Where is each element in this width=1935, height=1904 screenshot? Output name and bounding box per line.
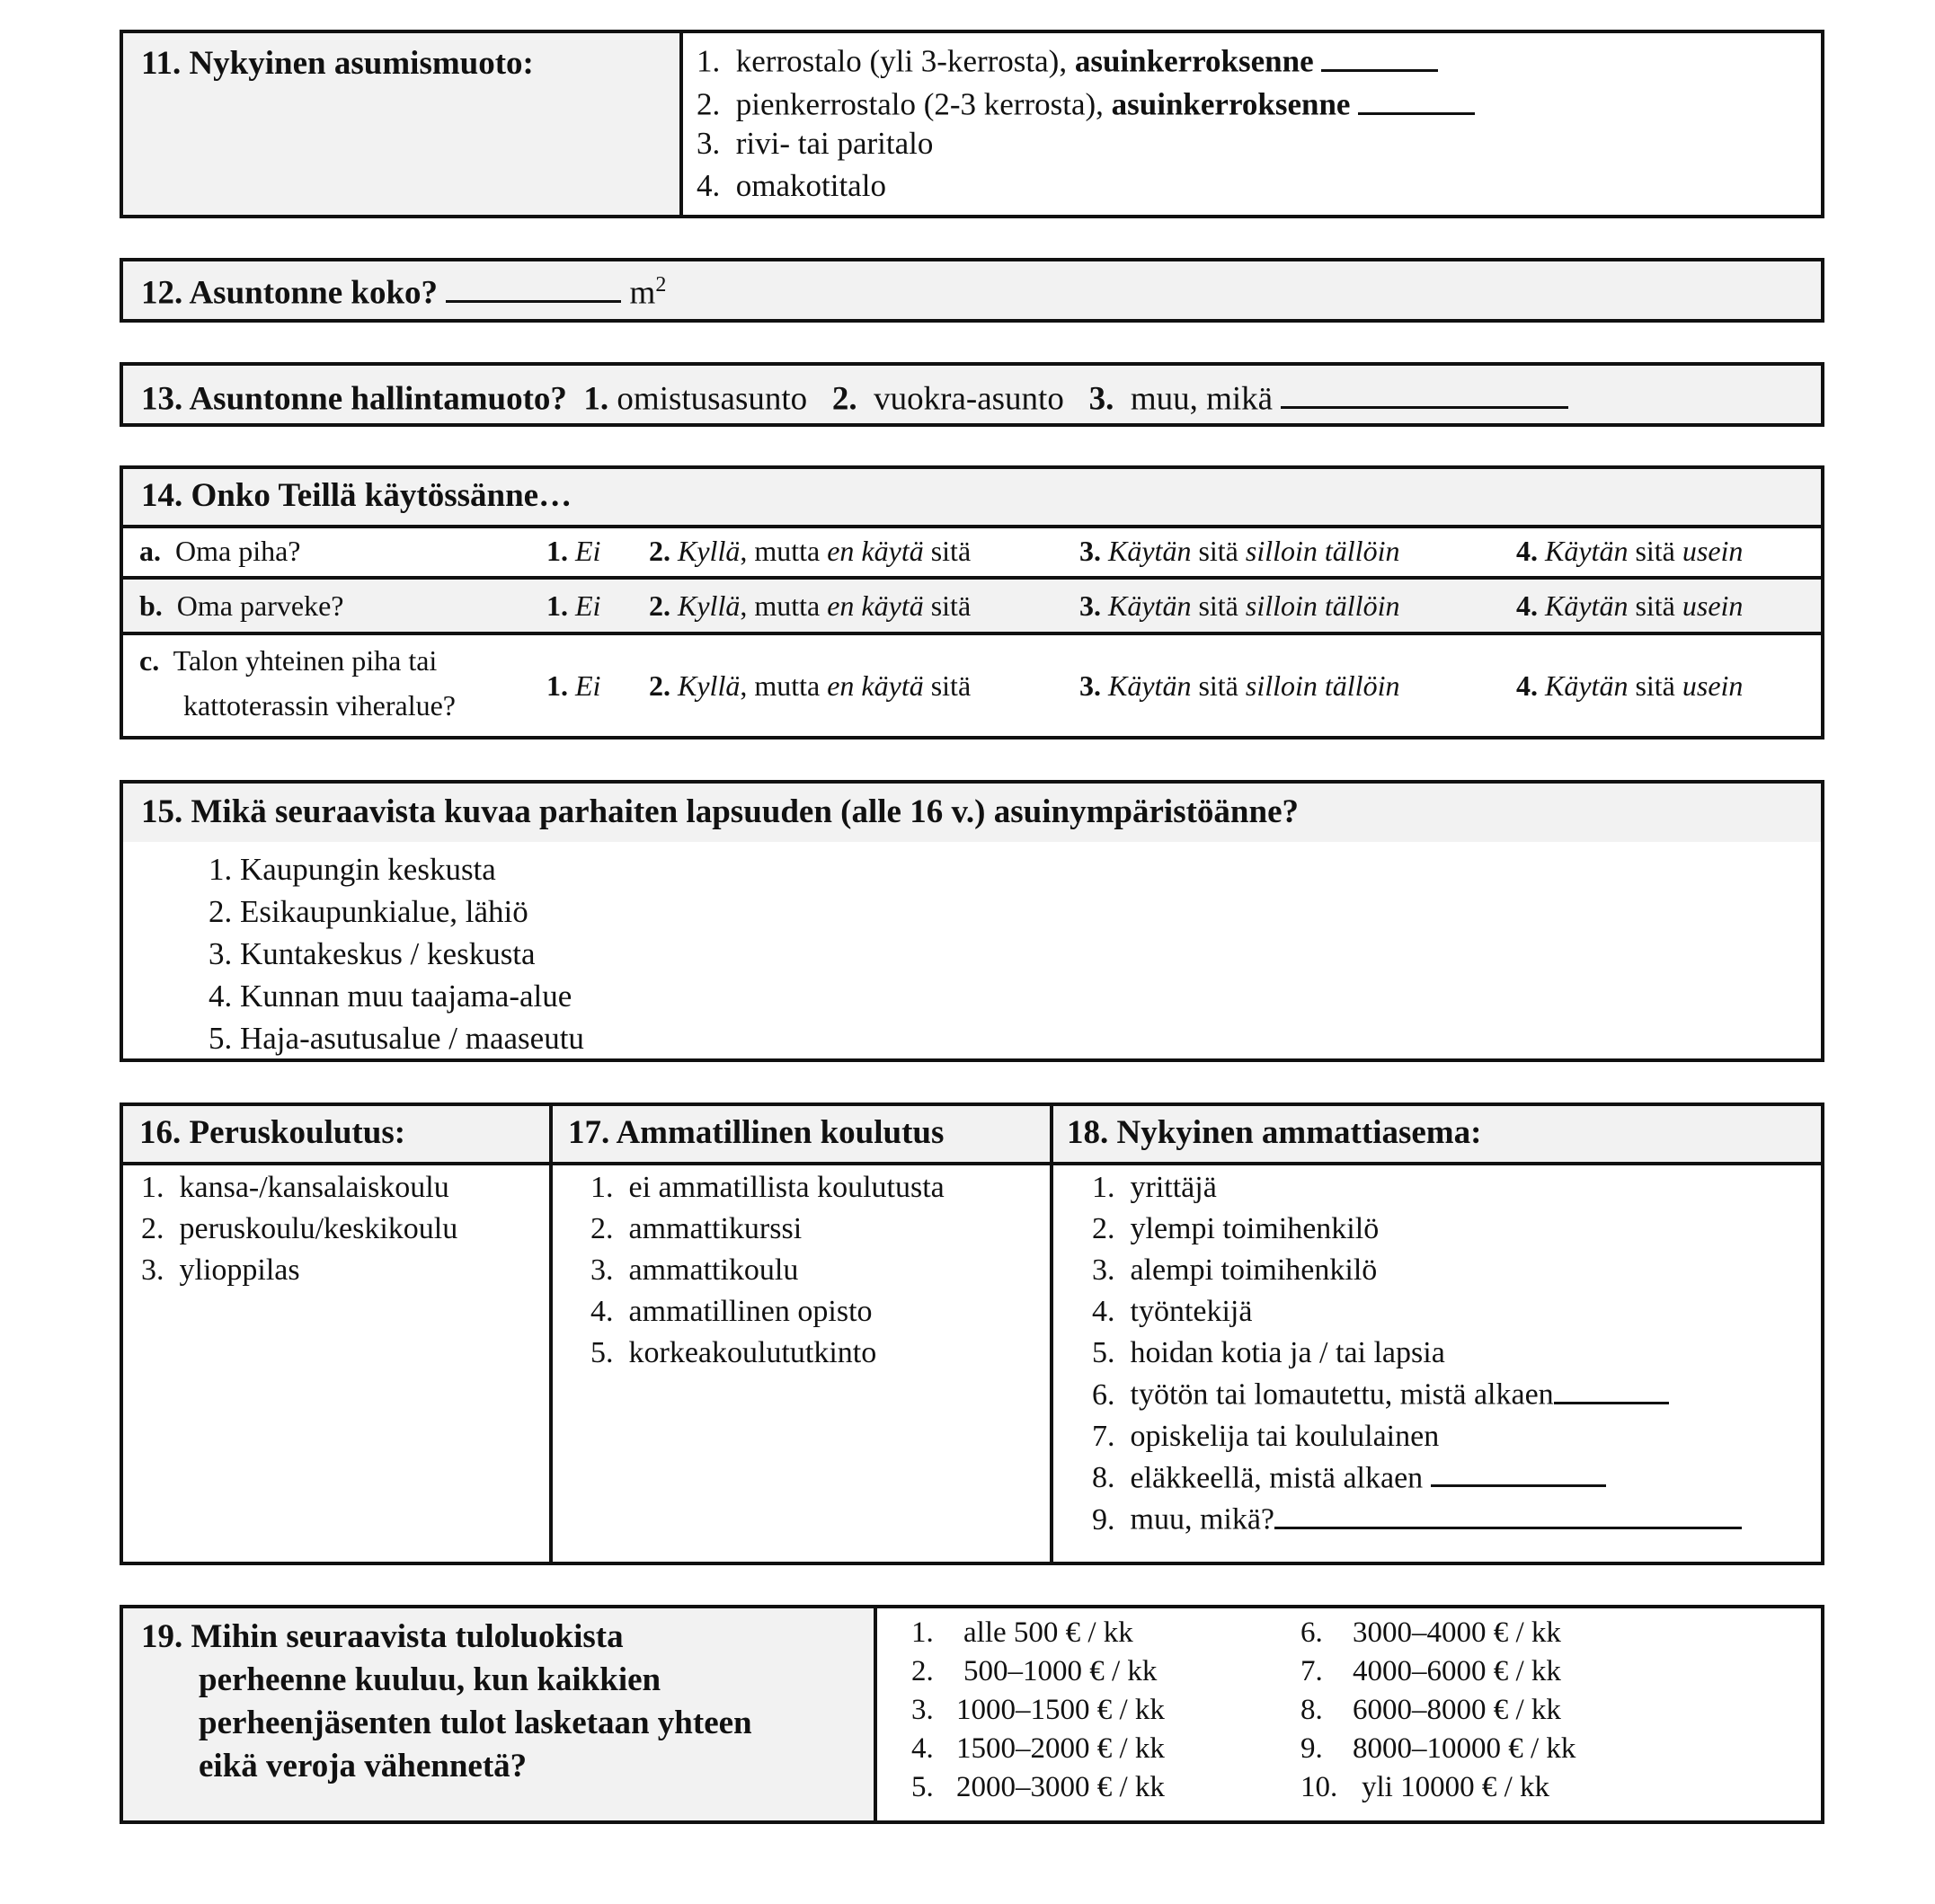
q17-option-4-text: ammatillinen opisto <box>628 1295 873 1328</box>
q18-other-blank[interactable] <box>1274 1499 1742 1529</box>
q14-row-b-opt-4-c: usein <box>1682 589 1744 622</box>
q19-option-8-num: 8. <box>1300 1694 1323 1726</box>
q11-option-2[interactable] <box>697 84 1475 123</box>
q18-option-1-num: 1. <box>1092 1171 1115 1204</box>
q19-option-4-num: 4. <box>911 1732 934 1765</box>
q17-option-1-num: 1. <box>590 1171 614 1204</box>
q18-option-7-num: 7. <box>1092 1419 1115 1453</box>
q18-option-3-num: 3. <box>1092 1253 1115 1287</box>
q18-option-7-text: opiskelija tai koululainen <box>1130 1419 1440 1453</box>
q14-row-b-opt-1-num: 1. <box>546 589 568 622</box>
q18-option-2-text: ylempi toimihenkilö <box>1130 1212 1380 1245</box>
q11-option-1-num: 1. <box>697 43 721 79</box>
q12-unit-sup: 2 <box>655 272 667 297</box>
question-13-title: 13. Asuntonne hallintamuoto? <box>141 380 567 418</box>
q14-row-a-opt-1[interactable] <box>546 535 600 568</box>
q14-row-b-opt-4-num: 4. <box>1516 589 1538 622</box>
q14-row-a-opt-2-d: sitä <box>923 535 972 567</box>
q19-option-1[interactable] <box>911 1614 1165 1652</box>
q14-row-c-text: Talon yhteinen piha tai <box>173 644 438 677</box>
question-16-title: 16. Peruskoulutus: <box>139 1114 406 1151</box>
q14-row-a-text: Oma piha? <box>175 535 301 567</box>
q18-option-7[interactable] <box>1092 1416 1742 1457</box>
q14-row-c-opt-2[interactable] <box>649 669 971 703</box>
q18-option-5[interactable] <box>1092 1333 1742 1374</box>
q15-option-3[interactable]: 3. Kuntakeskus / keskusta <box>209 936 536 971</box>
q14-row-c-opt-2-c: en käytä <box>827 669 924 702</box>
q18-option-6-num: 6. <box>1092 1377 1115 1412</box>
q11-option-3[interactable] <box>697 126 933 162</box>
q19-option-3[interactable] <box>911 1691 1165 1730</box>
q14-row-b-text: Oma parveke? <box>176 589 344 622</box>
q19-option-7[interactable] <box>1300 1652 1576 1691</box>
q14-row-c-opt-1-num: 1. <box>546 669 568 702</box>
q14-row-c-opt-4-c: usein <box>1682 669 1744 702</box>
q19-option-1-text: alle 500 € / kk <box>963 1616 1133 1649</box>
q14-row-b-label <box>139 589 343 623</box>
q14-row-a-opt-2-num: 2. <box>649 535 670 567</box>
q13-option-3[interactable] <box>1089 380 1274 417</box>
q14-row-c-opt-4[interactable] <box>1516 669 1743 703</box>
q13-option-2-text: vuokra-asunto <box>874 380 1064 418</box>
q16-option-1[interactable] <box>141 1167 457 1209</box>
q18-options <box>1092 1167 1742 1541</box>
q18-option-6[interactable] <box>1092 1374 1742 1416</box>
question-12-row <box>141 270 666 312</box>
q14-row-a-opt-1-text: Ei <box>575 535 601 567</box>
q14-row-a-opt-3-num: 3. <box>1079 535 1101 567</box>
q16-option-2-text: peruskoulu/keskikoulu <box>179 1212 458 1245</box>
q14-row-b-opt-3[interactable] <box>1079 589 1399 623</box>
q18-option-8[interactable] <box>1092 1457 1742 1500</box>
q19-options-col-2 <box>1300 1614 1576 1807</box>
q14-row-c-opt-1[interactable] <box>546 669 600 703</box>
question-19-box <box>120 1605 1824 1824</box>
q14-row-b-opt-4-b: sitä <box>1628 589 1682 622</box>
q19-option-6-num: 6. <box>1300 1616 1323 1649</box>
q18-option-4-text: työntekijä <box>1130 1295 1253 1328</box>
q14-row-a-opt-4-b: sitä <box>1628 535 1682 567</box>
q17-option-2-num: 2. <box>590 1212 614 1245</box>
q17-options <box>590 1167 945 1374</box>
q17-option-3-text: ammattikoulu <box>628 1253 799 1287</box>
q11-option-3-num: 3. <box>697 126 721 161</box>
question-11-title: 11. Nykyinen asumismuoto: <box>141 45 534 82</box>
q14-row-a-opt-2-c: en käytä <box>827 535 924 567</box>
question-19-line-1: 19. Mihin seuraavista tuloluokista <box>141 1618 624 1655</box>
q14-row-c-opt-4-a: Käytän <box>1545 669 1629 702</box>
q18-option-2[interactable] <box>1092 1209 1742 1250</box>
q17-option-4-num: 4. <box>590 1295 614 1328</box>
q19-options-col-1 <box>911 1614 1165 1807</box>
q14-row-c-opt-2-b: , mutta <box>740 669 828 702</box>
q19-option-3-num: 3. <box>911 1694 934 1726</box>
q15-options <box>209 848 584 1059</box>
question-13-row <box>141 376 1568 418</box>
q14-row-b-opt-2-c: en käytä <box>827 589 924 622</box>
q18-option-1[interactable] <box>1092 1167 1742 1209</box>
question-14-title: 14. Onko Teillä käytössänne… <box>141 477 573 514</box>
q14-row-b-letter: b. <box>139 589 163 622</box>
q14-row-a-opt-3[interactable] <box>1079 535 1399 568</box>
q14-row-a-opt-2[interactable] <box>649 535 971 568</box>
q17-option-5[interactable] <box>590 1333 945 1374</box>
q19-option-5-num: 5. <box>911 1771 934 1803</box>
q17-option-1[interactable] <box>590 1167 945 1209</box>
q19-option-3-text: 1000–1500 € / kk <box>956 1694 1165 1726</box>
q19-option-2-text: 500–1000 € / kk <box>963 1655 1158 1687</box>
q16-option-1-text: kansa-/kansalaiskoulu <box>179 1171 449 1204</box>
q13-other-blank[interactable] <box>1281 376 1568 409</box>
column-divider-1 <box>549 1106 553 1562</box>
q19-option-2-num: 2. <box>911 1655 934 1687</box>
q13-option-1-text: omistusasunto <box>617 380 808 418</box>
q18-retired-since-blank[interactable] <box>1431 1457 1606 1488</box>
q18-option-3-text: alempi toimihenkilö <box>1130 1253 1378 1287</box>
question-19-line-2: perheenne kuuluu, kun kaikkien <box>199 1661 661 1698</box>
question-14-header <box>123 469 1821 528</box>
question-15-header <box>123 784 1821 842</box>
q14-row-b-opt-4-a: Käytän <box>1545 589 1629 622</box>
q14-row-b-opt-4[interactable] <box>1516 589 1743 623</box>
q14-row-c-text-line-2: kattoterassin viheralue? <box>183 689 456 722</box>
q14-row-a-opt-4-a: Käytän <box>1545 535 1629 567</box>
q17-option-4[interactable] <box>590 1291 945 1333</box>
q14-row-a-letter: a. <box>139 535 161 567</box>
q18-option-5-num: 5. <box>1092 1336 1115 1369</box>
q16-options <box>141 1167 457 1291</box>
q18-option-8-num: 8. <box>1092 1461 1115 1495</box>
q15-option-5[interactable]: 5. Haja-asutusalue / maaseutu <box>209 1021 584 1056</box>
question-12-title: 12. Asuntonne koko? <box>141 274 439 312</box>
q14-row-a-opt-4[interactable] <box>1516 535 1743 568</box>
q14-row-a-opt-3-b: sitä <box>1191 535 1246 567</box>
q11-option-2-bold: asuinkerroksenne <box>1111 86 1351 122</box>
question-19-line-4: eikä veroja vähennetä? <box>199 1748 528 1784</box>
q14-row-b-opt-2-b: , mutta <box>740 589 828 622</box>
q18-option-4[interactable] <box>1092 1291 1742 1333</box>
q15-option-4[interactable]: 4. Kunnan muu taajama-alue <box>209 979 573 1014</box>
q17-option-5-num: 5. <box>590 1336 614 1369</box>
q14-row-b-opt-3-a: Käytän <box>1108 589 1192 622</box>
q18-option-9-num: 9. <box>1092 1502 1115 1536</box>
q19-option-2[interactable] <box>911 1652 1165 1691</box>
q19-option-10[interactable] <box>1300 1768 1576 1807</box>
q14-row-c-opt-4-num: 4. <box>1516 669 1538 702</box>
q13-option-1-num: 1. <box>583 380 609 418</box>
q19-option-5-text: 2000–3000 € / kk <box>956 1771 1165 1803</box>
q11-option-2-text: pienkerrostalo (2-3 kerrosta), <box>735 86 1104 122</box>
q14-row-c-opt-2-num: 2. <box>649 669 670 702</box>
question-19-line-3: perheenjäsenten tulot lasketaan yhteen <box>199 1705 752 1741</box>
q14-row-c-opt-3[interactable] <box>1079 669 1399 703</box>
q19-option-9[interactable] <box>1300 1730 1576 1768</box>
q15-option-2[interactable]: 2. Esikaupunkialue, lähiö <box>209 894 528 929</box>
q17-option-5-text: korkeakoulututkinto <box>628 1336 877 1369</box>
q14-row-b-opt-3-num: 3. <box>1079 589 1101 622</box>
q19-option-5[interactable] <box>911 1768 1165 1807</box>
q14-row-c-opt-2-d: sitä <box>923 669 972 702</box>
q16-option-3-num: 3. <box>141 1253 164 1287</box>
q14-row-c-opt-3-c: silloin tällöin <box>1245 669 1400 702</box>
q18-option-8-text: eläkkeellä, mistä alkaen <box>1130 1461 1424 1495</box>
q15-option-1[interactable]: 1. Kaupungin keskusta <box>209 852 496 887</box>
question-19-title <box>141 1616 752 1788</box>
q14-row-a-opt-4-c: usein <box>1682 535 1744 567</box>
q18-option-6-text: työtön tai lomautettu, mistä alkaen <box>1130 1377 1554 1412</box>
q19-option-10-text: yli 10000 € / kk <box>1362 1771 1550 1803</box>
column-divider-2 <box>1050 1106 1053 1562</box>
q16-option-1-num: 1. <box>141 1171 164 1204</box>
q14-row-b-opt-2-d: sitä <box>923 589 972 622</box>
q17-option-1-text: ei ammatillista koulutusta <box>628 1171 945 1204</box>
q14-row-b <box>123 580 1821 635</box>
q16-option-2[interactable] <box>141 1209 457 1250</box>
q14-row-a-label <box>139 535 301 568</box>
q19-option-1-num: 1. <box>911 1616 934 1649</box>
q18-option-1-text: yrittäjä <box>1130 1171 1217 1204</box>
q12-size-blank[interactable] <box>446 270 621 303</box>
question-12-box <box>120 258 1824 323</box>
q19-option-8-text: 6000–8000 € / kk <box>1353 1694 1561 1726</box>
q11-option-1[interactable] <box>697 40 1438 80</box>
question-17-title: 17. Ammatillinen koulutus <box>568 1114 945 1151</box>
q11-option-4-text: omakotitalo <box>735 168 886 203</box>
q19-option-8[interactable] <box>1300 1691 1576 1730</box>
q14-row-c-opt-1-text: Ei <box>575 669 601 702</box>
question-14-box <box>120 465 1824 739</box>
q14-row-b-opt-3-c: silloin tällöin <box>1245 589 1400 622</box>
q12-unit: m <box>629 274 656 312</box>
q14-row-a-opt-2-a: Kyllä <box>678 535 741 567</box>
q11-option-4[interactable] <box>697 168 886 204</box>
question-15-box <box>120 780 1824 1062</box>
q14-row-c <box>123 635 1821 736</box>
q19-option-7-text: 4000–6000 € / kk <box>1353 1655 1561 1687</box>
q13-option-2[interactable] <box>832 380 1064 417</box>
q14-row-a-opt-3-c: silloin tällöin <box>1245 535 1400 567</box>
q18-option-3[interactable] <box>1092 1250 1742 1291</box>
q18-option-5-text: hoidan kotia ja / tai lapsia <box>1130 1336 1445 1369</box>
q14-row-b-opt-1-text: Ei <box>575 589 601 622</box>
q14-row-c-opt-3-b: sitä <box>1191 669 1246 702</box>
q19-option-10-num: 10. <box>1300 1771 1338 1803</box>
questions-16-18-box <box>120 1103 1824 1565</box>
q14-row-a-opt-1-num: 1. <box>546 535 568 567</box>
q17-option-2[interactable] <box>590 1209 945 1250</box>
q13-option-3-num: 3. <box>1088 380 1114 418</box>
q18-option-9-text: muu, mikä? <box>1130 1502 1275 1536</box>
q11-option-2-num: 2. <box>697 86 721 122</box>
q13-option-3-text: muu, mikä <box>1130 380 1274 418</box>
q14-row-c-opt-4-b: sitä <box>1628 669 1682 702</box>
q11-floor-blank-2[interactable] <box>1358 84 1475 115</box>
q13-option-1[interactable] <box>583 380 807 417</box>
q11-option-1-text: kerrostalo (yli 3-kerrosta), <box>735 43 1068 79</box>
q19-option-9-num: 9. <box>1300 1732 1323 1765</box>
q18-option-4-num: 4. <box>1092 1295 1115 1328</box>
q16-option-3[interactable] <box>141 1250 457 1291</box>
q11-floor-blank-1[interactable] <box>1321 40 1438 72</box>
q16-option-3-text: ylioppilas <box>179 1253 300 1287</box>
q19-option-6[interactable] <box>1300 1614 1576 1652</box>
q14-row-b-opt-2-num: 2. <box>649 589 670 622</box>
q19-option-4[interactable] <box>911 1730 1165 1768</box>
q18-unemployed-since-blank[interactable] <box>1554 1374 1669 1404</box>
q14-row-c-label <box>139 644 437 677</box>
q14-row-a-opt-2-b: , mutta <box>740 535 828 567</box>
q14-row-b-opt-2-a: Kyllä <box>678 589 741 622</box>
q19-option-6-text: 3000–4000 € / kk <box>1353 1616 1561 1649</box>
q14-row-c-opt-3-a: Käytän <box>1108 669 1192 702</box>
question-15-title: 15. Mikä seuraavista kuvaa parhaiten lapsuuden (alle 16 v.) asuinympäristöänne? <box>141 793 1299 830</box>
q14-row-c-opt-2-a: Kyllä <box>678 669 741 702</box>
q14-row-b-opt-3-b: sitä <box>1191 589 1246 622</box>
q14-row-c-letter: c. <box>139 644 160 677</box>
q19-option-4-text: 1500–2000 € / kk <box>956 1732 1165 1765</box>
q11-option-3-text: rivi- tai paritalo <box>735 126 934 161</box>
q17-option-3[interactable] <box>590 1250 945 1291</box>
question-18-title: 18. Nykyinen ammattiasema: <box>1067 1114 1482 1151</box>
q11-option-1-bold: asuinkerroksenne <box>1074 43 1314 79</box>
q18-option-9[interactable] <box>1092 1499 1742 1541</box>
q17-option-3-num: 3. <box>590 1253 614 1287</box>
q14-row-a <box>123 525 1821 580</box>
q19-option-9-text: 8000–10000 € / kk <box>1353 1732 1576 1765</box>
q18-option-2-num: 2. <box>1092 1212 1115 1245</box>
question-19-label-cell <box>123 1608 877 1820</box>
q14-row-a-opt-3-a: Käytän <box>1108 535 1192 567</box>
question-13-box <box>120 362 1824 427</box>
q19-option-7-num: 7. <box>1300 1655 1323 1687</box>
question-11-box <box>120 30 1824 218</box>
q14-row-b-opt-2[interactable] <box>649 589 971 623</box>
q14-row-c-opt-3-num: 3. <box>1079 669 1101 702</box>
q13-option-2-num: 2. <box>831 380 857 418</box>
q11-option-4-num: 4. <box>697 168 721 203</box>
q16-option-2-num: 2. <box>141 1212 164 1245</box>
q14-row-a-opt-4-num: 4. <box>1516 535 1538 567</box>
q14-row-b-opt-1[interactable] <box>546 589 600 623</box>
q17-option-2-text: ammattikurssi <box>628 1212 803 1245</box>
